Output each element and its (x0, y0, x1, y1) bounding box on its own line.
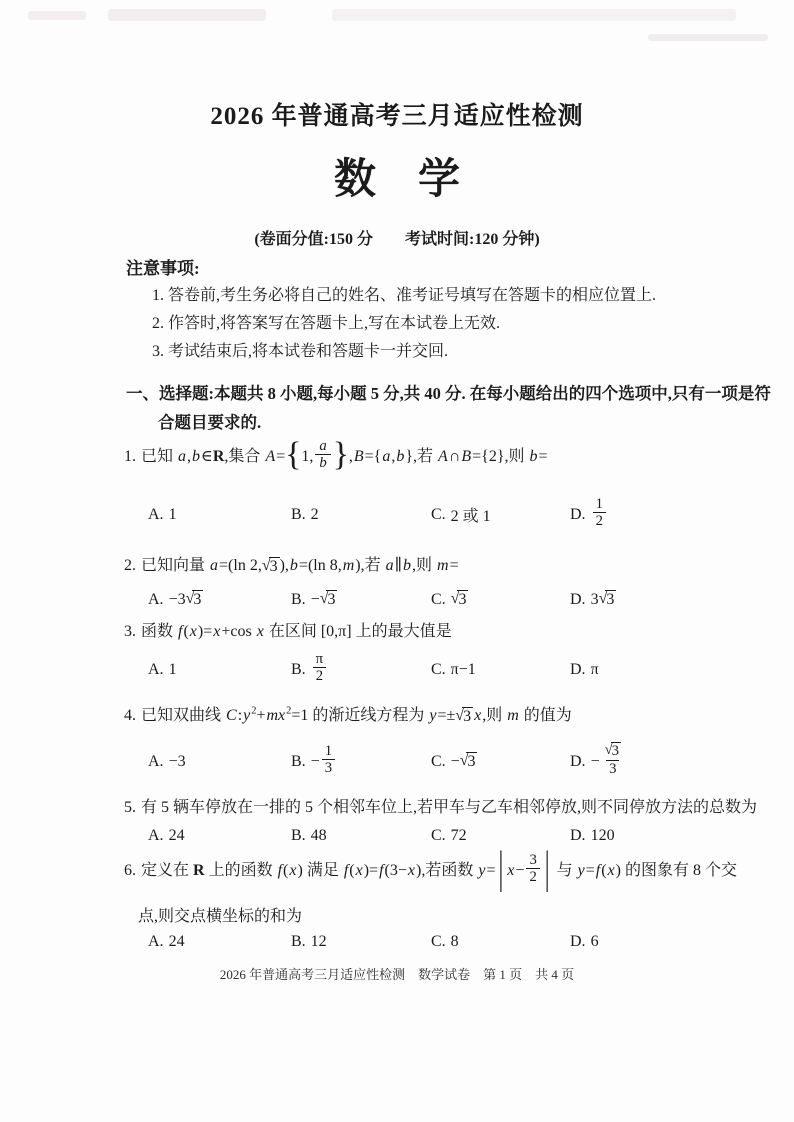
option-item (570, 498, 754, 532)
question-stem (124, 794, 764, 817)
option-label: B. (291, 505, 306, 523)
option-item (148, 506, 291, 524)
fraction: √ 3 3 (604, 742, 620, 777)
option-content: − √ 3 (310, 590, 336, 608)
option-item (431, 827, 570, 845)
fraction: $\frac{1}{3}$ (322, 743, 335, 777)
option-label: D. (570, 752, 586, 770)
option-label: B. (291, 590, 306, 608)
question-stem (124, 435, 764, 474)
scan-smudge (28, 11, 86, 20)
option-content: 120 (590, 827, 615, 844)
question-stem (124, 618, 764, 641)
radical: √ 3 (261, 557, 278, 575)
option-content: −3 (168, 752, 186, 770)
options-row (148, 590, 754, 609)
option-label: B. (291, 752, 306, 770)
option-label: C. (431, 933, 446, 950)
options-row (148, 498, 754, 532)
option-content: 72 (450, 827, 467, 844)
question-number: 1. (124, 447, 136, 465)
option-content: − √ 3 (450, 752, 476, 770)
option-content: 8 (450, 933, 459, 950)
question-stem-text: 已知 a,b∈R,集合 A={1, $\frac{a}{b}$ },B={a,b},若 A∩B={2},则 b= (141, 435, 548, 473)
option-content: −3 √ 3 (168, 590, 202, 608)
question-stem-text: 已知双曲线 $C:y^2+mx^2=1$ 的渐近线方程为 y=± √ 3 x,则 m 的值为 (141, 705, 572, 725)
subject-title: 数 学 (333, 157, 460, 203)
radical: √ 3 (319, 590, 336, 608)
question-stem (124, 844, 764, 894)
score-time-line: (卷面分值:150 分 考试时间:120 分钟) (254, 231, 540, 248)
radical: √ 3 (598, 590, 615, 608)
option-item (291, 742, 431, 779)
notice-item-2: 2. 作答时,将答案写在答题卡上,写在本试卷上无效. (152, 315, 501, 332)
option-label: A. (148, 827, 164, 844)
option-content: 6 (590, 933, 599, 950)
question-stem-continuation: 点,则交点横坐标的和为 (138, 908, 303, 925)
scan-smudge (332, 9, 736, 21)
question-number: 2. (124, 557, 136, 574)
option-content: 1 (168, 660, 177, 678)
fraction: $\frac{1}{2}$ (593, 496, 606, 530)
option-label: D. (570, 933, 586, 950)
option-item (291, 653, 431, 687)
option-content: 2 (310, 505, 319, 523)
question-stem-text: 已知向量 a=(ln 2, √ 3 ),b=(ln 8,m),若 a∥b,则 m= (141, 557, 459, 575)
option-item (570, 827, 754, 845)
option-label: B. (291, 933, 306, 950)
option-content: 24 (168, 827, 185, 844)
option-content: 2 或 1 (450, 508, 491, 526)
option-label: C. (431, 660, 446, 678)
option-item (431, 933, 570, 951)
option-content: 48 (310, 827, 327, 844)
option-item (148, 590, 291, 609)
option-content: π−1 (450, 660, 476, 678)
option-label: C. (431, 590, 446, 608)
option-content (591, 498, 608, 532)
option-label: A. (148, 660, 164, 678)
option-content: 12 (310, 933, 327, 950)
option-item (148, 827, 291, 845)
notice-heading: 注意事项: (126, 259, 200, 278)
scan-smudge (648, 34, 768, 41)
question-number: 6. (124, 861, 136, 879)
option-label: B. (291, 660, 306, 678)
radical: √ 3 (459, 752, 476, 770)
question-stem-text: 定义在 R 上的函数 f(x) 满足 f(x)=f(3−x),若函数 y= | x− $\frac{3}{2}$ | 与 y=f(x) 的图象有 8 个交 (141, 844, 737, 894)
option-label: C. (431, 752, 446, 770)
scan-smudge (108, 9, 266, 21)
option-content: 24 (168, 933, 185, 950)
radical: √ 3 (604, 742, 620, 759)
question-stem-text: 函数 f(x)=x+cos x 在区间 [0,π] 上的最大值是 (141, 623, 452, 640)
options-row (148, 827, 754, 845)
option-item (570, 590, 754, 609)
page-title: 2026 年普通高考三月适应性检测 (210, 103, 584, 130)
option-content: 3 √ 3 (590, 590, 615, 608)
radical: √ 3 (455, 707, 472, 725)
option-item (431, 503, 570, 526)
option-label: D. (570, 590, 586, 608)
option-label: D. (570, 660, 586, 678)
option-item (431, 752, 570, 771)
option-item (570, 744, 754, 779)
option-content: π (590, 660, 599, 678)
fraction: $\frac{a}{b}$ (315, 438, 330, 472)
fraction: $\frac{3}{2}$ (526, 852, 539, 886)
option-label: B. (291, 827, 306, 844)
option-content: − √ 3 3 (591, 744, 626, 779)
option-label: D. (570, 505, 586, 523)
options-row (148, 933, 754, 951)
option-label: C. (431, 505, 446, 523)
question-stem (124, 552, 764, 576)
question-number: 5. (124, 799, 136, 816)
option-content (451, 590, 469, 609)
question-stem (124, 702, 764, 726)
question-stem-text: 有 5 辆车停放在一排的 5 个相邻车位上,若甲车与乙车相邻停放,则不同停放方法的总数为 (141, 799, 758, 816)
notice-item-3: 3. 考试结束后,将本试卷和答题卡一并交回. (152, 343, 449, 360)
option-item (291, 933, 431, 951)
options-row (148, 744, 754, 779)
question-number: 4. (124, 707, 136, 724)
option-content: 1 (168, 505, 177, 523)
option-item (291, 590, 431, 609)
option-label: A. (148, 590, 164, 608)
section-heading-line1: 一、选择题:本题共 8 小题,每小题 5 分,共 40 分. 在每小题给出的四个选项中,只有一项是符 (126, 384, 771, 403)
options-row (148, 653, 754, 687)
option-label: A. (148, 933, 164, 950)
notice-item-1: 1. 答卷前,考生务必将自己的姓名、准考证号填写在答题卡的相应位置上. (152, 287, 657, 304)
section-heading-line2: 合题目要求的. (158, 413, 262, 432)
option-label: D. (570, 827, 586, 844)
option-item (148, 933, 291, 951)
option-item (431, 661, 570, 679)
radical: √ 3 (450, 590, 467, 608)
option-content: − $\frac{1}{3}$ (311, 745, 337, 779)
option-item (148, 661, 291, 679)
option-content (311, 653, 328, 687)
page-footer: 2026 年普通高考三月适应性检测 数学试卷 第 1 页 共 4 页 (219, 967, 575, 982)
option-label: A. (148, 505, 164, 523)
fraction: $\frac{\pi}{2}$ (313, 651, 326, 685)
option-item (291, 506, 431, 524)
option-item (431, 590, 570, 609)
option-item (148, 753, 291, 771)
option-label: A. (148, 752, 164, 770)
question-number: 3. (124, 623, 136, 640)
option-item (570, 661, 754, 679)
option-item (291, 827, 431, 845)
radical: √ 3 (185, 590, 202, 608)
option-label: C. (431, 827, 446, 844)
option-item (570, 933, 754, 951)
